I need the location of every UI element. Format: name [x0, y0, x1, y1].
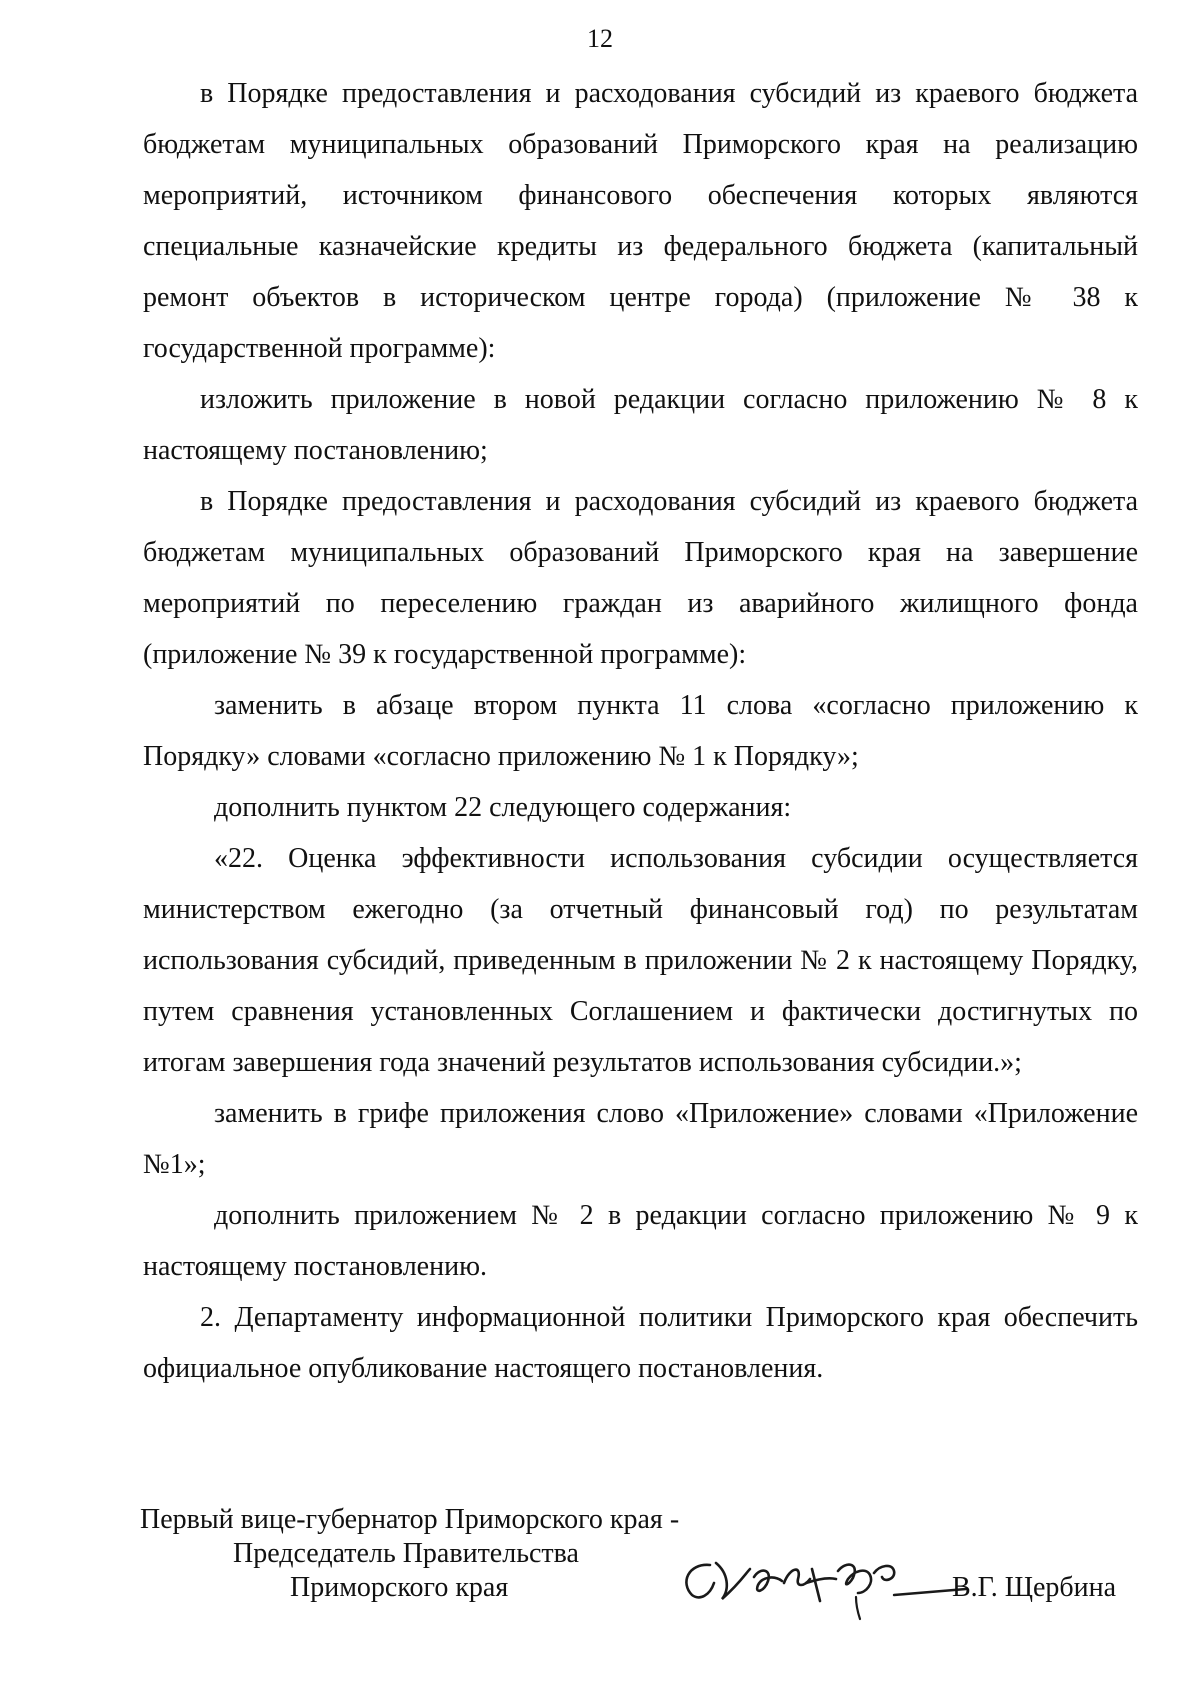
paragraph-4: заменить в абзаце втором пункта 11 слова «согласно приложению к Порядку» словами «согласно приложению № 1 к Порядку»;: [143, 690, 1138, 772]
paragraph-8: дополнить приложением № 2 в редакции согласно приложению № 9 к настоящему постановлению.: [143, 1200, 1138, 1282]
signatory-name: В.Г. Щербина: [952, 1572, 1117, 1603]
paragraph-7: заменить в грифе приложения слово «Приложение» словами «Приложение №1»;: [143, 1098, 1138, 1180]
document-body: [143, 68, 1138, 1394]
paragraph-6: «22. Оценка эффективности использования субсидии осуществляется министерством ежегодно (за отчетный финансовый год) по результатам использования субсидий, приведенным в приложении № 2 к настоящему Порядку, путем сравнения установленных Соглашением и фактически достигнутых по итогам завершения года значений результатов использования субсидии.»;: [143, 843, 1138, 1078]
signature-block: [140, 1503, 1140, 1613]
paragraph-3: в Порядке предоставления и расходования субсидий из краевого бюджета бюджетам муниципальных образований Приморского края на завершение мероприятий по переселению граждан из аварийного жилищного фонда (приложение № 39 к государственной программе):: [143, 486, 1138, 670]
paragraph-1: в Порядке предоставления и расходования субсидий из краевого бюджета бюджетам муниципальных образований Приморского края на реализацию мероприятий, источником финансового обеспечения которых являются специальные казначейские кредиты из федерального бюджета (капитальный ремонт объектов в историческом центре города) (приложение № 38 к государственной программе):: [143, 78, 1138, 364]
paragraph-5: дополнить пунктом 22 следующего содержания:: [214, 792, 792, 823]
page-number: 12: [587, 24, 613, 53]
handwritten-signature: [670, 1543, 970, 1623]
signatory-title-line-1: Первый вице-губернатор Приморского края -: [140, 1504, 680, 1535]
paragraph-9: 2. Департаменту информационной политики Приморского края обеспечить официальное опубликование настоящего постановления.: [143, 1302, 1138, 1384]
signatory-title-line-3: Приморского края: [290, 1572, 509, 1603]
signatory-title-line-2: Председатель Правительства: [233, 1538, 579, 1569]
paragraph-2: изложить приложение в новой редакции согласно приложению № 8 к настоящему постановлению;: [143, 384, 1138, 466]
